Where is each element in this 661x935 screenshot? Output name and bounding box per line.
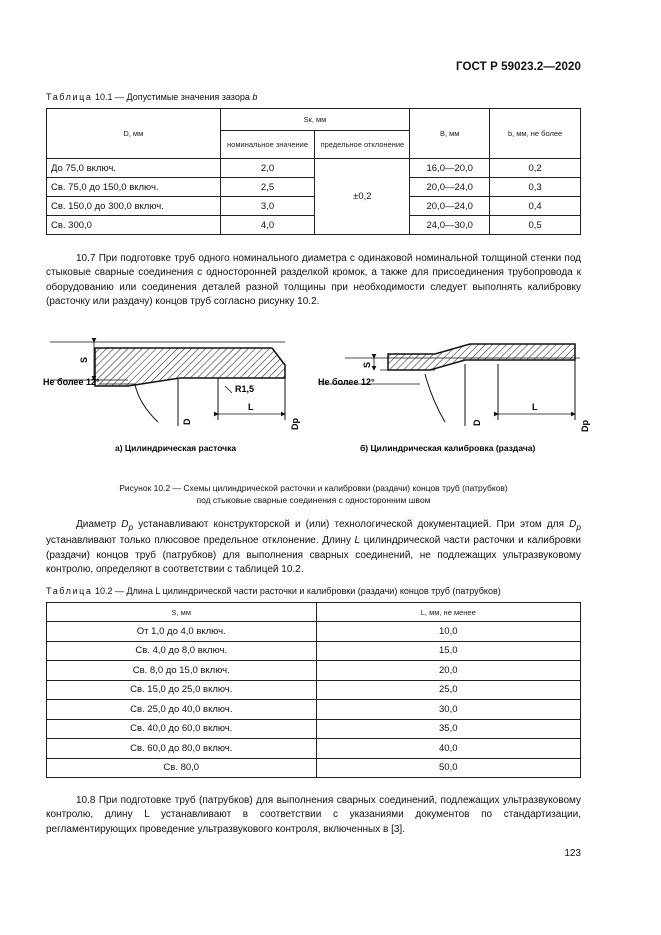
table-10-2 <box>46 602 581 778</box>
cell-b-small: 0,3 <box>490 178 581 197</box>
cell-l: 30,0 <box>316 700 581 720</box>
header-nominal: номинальное значение <box>220 131 315 159</box>
label-angle-right: Не более 12° <box>318 377 375 387</box>
header-deviation: предельное отклонение <box>315 131 410 159</box>
label-s-left: S <box>79 356 89 363</box>
paragraph-dp-text-4: цилиндрической части расточки и калибровки (раздачи) концов труб (патрубков) для выполнения сварных соединений, не подлежащих ультразвуковому контролю, определяют в соответствии с таблицей 10.2. <box>46 535 581 575</box>
cell-d: Св. 300,0 <box>47 216 221 235</box>
table-row <box>47 197 581 216</box>
table1-caption-text: 10.1 — Допустимые значения зазора <box>92 92 253 102</box>
cell-s: Св. 4,0 до 8,0 включ. <box>47 641 317 661</box>
cell-l: 40,0 <box>316 739 581 759</box>
table-row <box>47 178 581 197</box>
paragraph-10-8-text: 10.8 При подготовке труб (патрубков) для выполнения сварных соединений, подлежащих ультразвуковому контролю, длину L устанавливают в соответствии с указаниями документов по стандартизации, регламентирующих проведение ультразвукового контроля, включенных в [3]. <box>46 795 581 835</box>
table2-caption-text: 10.2 — Длина L цилиндрической части расточки и калибровки (раздачи) концов труб (патрубков) <box>92 586 501 596</box>
table2-caption <box>46 586 501 596</box>
cell-l: 50,0 <box>316 758 581 778</box>
table-row <box>47 739 581 759</box>
header-s: S, мм <box>47 603 317 622</box>
subcaption-a: а) Цилиндрическая расточка <box>115 443 237 453</box>
label-l-left: L <box>248 402 254 412</box>
header-b-big: B, мм <box>410 109 490 159</box>
cell-l: 10,0 <box>316 622 581 642</box>
cell-nominal: 2,0 <box>220 159 315 178</box>
label-dp-left: Dp <box>290 418 300 430</box>
label-angle-left: Не более 12° <box>43 377 100 387</box>
figure-10-2 <box>40 330 600 460</box>
cell-s: Св. 25,0 до 40,0 включ. <box>47 700 317 720</box>
sub-p-2: p <box>576 522 581 532</box>
var-l: L <box>354 535 361 547</box>
cell-b-small: 0,4 <box>490 197 581 216</box>
cell-l: 15,0 <box>316 641 581 661</box>
header-l: L, мм, не менее <box>316 603 581 622</box>
cell-s: Св. 80,0 <box>47 758 317 778</box>
table-row <box>47 661 581 681</box>
cell-nominal: 3,0 <box>220 197 315 216</box>
label-radius: R1,5 <box>235 384 255 394</box>
cell-d: Св. 150,0 до 300,0 включ. <box>47 197 221 216</box>
table-row <box>47 216 581 235</box>
figure-caption-line2: под стыковые сварные соединения с односторонним швом <box>196 495 431 505</box>
label-dp-right: Dp <box>580 420 590 432</box>
table2-caption-label: Таблица <box>46 586 93 596</box>
paragraph-dp <box>46 518 581 577</box>
table1-caption <box>46 92 257 102</box>
sub-p: p <box>128 522 134 532</box>
figure-caption <box>46 482 581 506</box>
cell-b-big: 20,0—24,0 <box>410 197 490 216</box>
cell-s: Св. 8,0 до 15,0 включ. <box>47 661 317 681</box>
table-10-1 <box>46 108 581 235</box>
table-row <box>47 159 581 178</box>
table-row <box>47 641 581 661</box>
cell-d: Св. 75,0 до 150,0 включ. <box>47 178 221 197</box>
cell-nominal: 4,0 <box>220 216 315 235</box>
label-l-right: L <box>532 402 538 412</box>
table-row <box>47 622 581 642</box>
cell-l: 25,0 <box>316 680 581 700</box>
label-s-right: S <box>362 361 372 368</box>
paragraph-dp-text-2: устанавливают конструкторской и (или) технологической документацией. При этом для <box>133 519 570 530</box>
page-number: 123 <box>564 848 581 859</box>
header-b-small: b, мм, не более <box>490 109 581 159</box>
label-d-left: D <box>182 418 192 425</box>
boring-drawing <box>43 342 300 453</box>
paragraph-dp-text-3: устанавливают только плюсовое предельное отклонение. Длину <box>46 535 355 547</box>
cell-b-big: 16,0—20,0 <box>410 159 490 178</box>
cell-nominal: 2,5 <box>220 178 315 197</box>
calibration-drawing <box>318 344 590 453</box>
figure-caption-line1: Рисунок 10.2 — Схемы цилиндрической расточки и калибровки (раздачи) концов труб (патрубков) <box>119 483 508 493</box>
header-d: D, мм <box>47 109 221 159</box>
subcaption-b: б) Цилиндрическая калибровка (раздача) <box>360 443 536 453</box>
header-sk: Sк, мм <box>220 109 410 131</box>
cell-b-small: 0,2 <box>490 159 581 178</box>
cell-b-big: 20,0—24,0 <box>410 178 490 197</box>
cell-s: Св. 40,0 до 60,0 включ. <box>47 719 317 739</box>
table-row <box>47 758 581 778</box>
cell-s: От 1,0 до 4,0 включ. <box>47 622 317 642</box>
paragraph-dp-text-1: Диаметр <box>76 519 122 530</box>
table1-caption-variable: b <box>252 92 258 102</box>
cell-b-small: 0,5 <box>490 216 581 235</box>
table1-caption-label: Таблица <box>46 92 93 102</box>
table-row <box>47 719 581 739</box>
document-header: ГОСТ Р 59023.2—2020 <box>456 61 581 73</box>
var-d: D <box>121 519 129 530</box>
cell-l: 35,0 <box>316 719 581 739</box>
cell-l: 20,0 <box>316 661 581 681</box>
cell-b-big: 24,0—30,0 <box>410 216 490 235</box>
paragraph-10-7-text: 10.7 При подготовке труб одного номинального диаметра с одинаковой номинальной толщиной стенки под стыковые сварные соединения с односторонней разделкой кромок, а также для присоединения трубопровода к оборудованию или соединения деталей разной толщины при необходимости следует выполнять калибровку (расточку или раздачу) концов труб согласно рисунку 10.2. <box>46 253 581 307</box>
table-row <box>47 700 581 720</box>
paragraph-10-7 <box>46 252 581 309</box>
cell-s: Св. 60,0 до 80,0 включ. <box>47 739 317 759</box>
paragraph-10-8 <box>46 794 581 837</box>
label-d-right: D <box>472 419 482 426</box>
cell-deviation: ±0,2 <box>315 159 410 235</box>
var-d-2: D <box>569 519 577 530</box>
cell-s: Св. 15,0 до 25,0 включ. <box>47 680 317 700</box>
cell-d: До 75,0 включ. <box>47 159 221 178</box>
table-row <box>47 680 581 700</box>
